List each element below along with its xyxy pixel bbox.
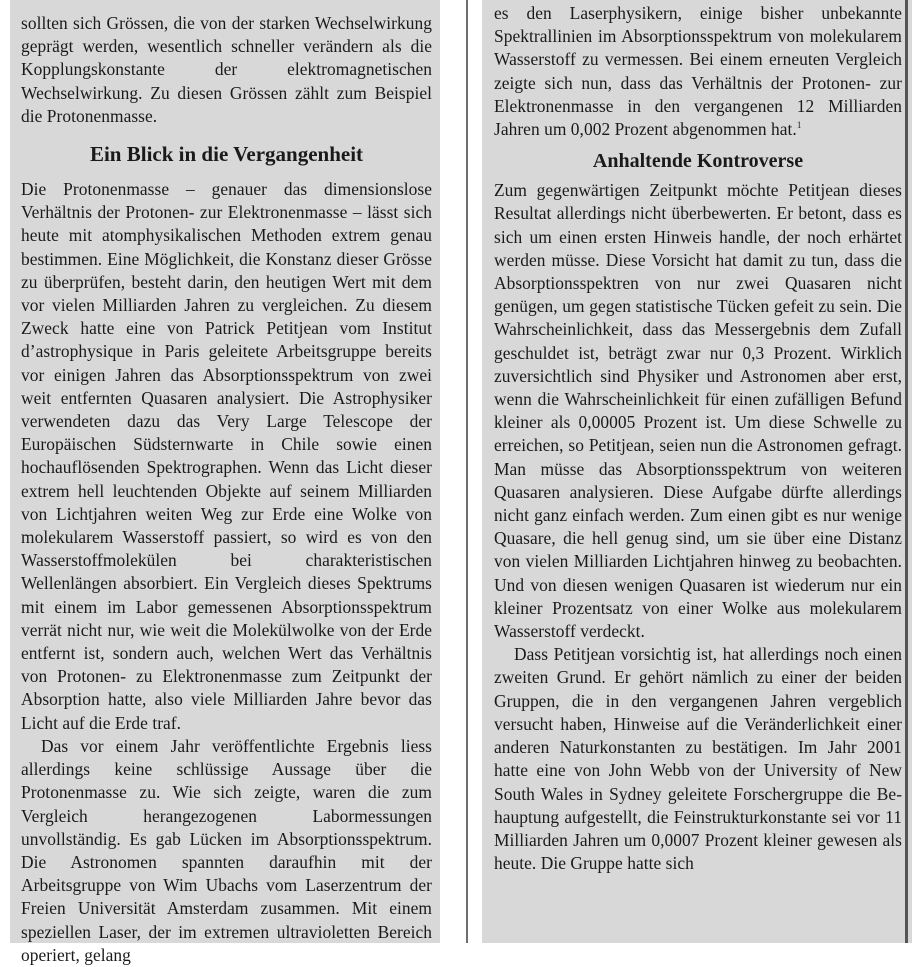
left-intro-paragraph: sollten sich Grössen, die von der starken Wechselwirkung geprägt werden, wesentlich schneller verändern als die Kopplungskonstante der elektromagnetischen Wechselwirkung. Zu diesen Grössen zählt zum Beispiel die Protonenmasse. bbox=[21, 13, 432, 126]
column-divider bbox=[466, 0, 468, 943]
left-body-paragraph-2: Das vor einem Jahr veröffentlichte Ergebnis liess allerdings keine schlüssige Aussage über die Protonenmasse zu. Wie sich zeigte, waren die zum Vergleich herangezogenen Labormessungen unvollständig. Es gab Lücken im Absorptionsspektrum. Die Astronomen spannten daraufhin mit der Arbeitsgruppe von Wim Ubachs vom Laserzentrum der Freien Universität Amsterdam zusammen. Mit einem speziellen Laser, der im extremen ultravioletten Bereich operiert, gelang bbox=[21, 735, 432, 965]
right-body-paragraph-1: Zum gegenwärtigen Zeitpunkt möchte Petitjean dieses Resultat allerdings nicht überbewerten. Er betont, dass es sich um einen ersten Hinweis handle, der noch erhärtet werden müsse. Diese Vorsicht hat damit zu tun, dass die Absorptionsspektren von nur zwei Quasaren nicht genügen, um gegen statistische Tücken gefeit zu sein. Die Wahrscheinlichkeit, dass das Messergebnis dem Zufall geschuldet ist, beträgt zwar nur 0,3 Prozent. Wirklich zuversichtlich sind Physiker und Astronomen aber erst, wenn die Wahrscheinlichkeit für einen zufälligen Befund kleiner als 0,00005 Prozent ist. Um diese Schwelle zu erreichen, so Petitjean, seien nun die Astronomen gefragt. Man müsse das Absorptionsspektrum von weiteren Quasaren analysieren. Diese Aufgabe dürfte allerdings nicht ganz einfach werden. Zum einen gibt es nur wenige Quasare, die hell genug sind, um sie über eine Distanz von vielen Milliarden Lichtjahren hinweg zu beobachten. Und von diesen wenigen Quasaren ist wiederum nur ein kleiner Prozentsatz von einer Wolke aus molekularem Wasserstoff verdeckt. bbox=[494, 180, 902, 642]
left-body-paragraph-1: Die Protonenmasse – genauer das dimensionslose Verhältnis der Protonen- zur Elektronenmasse – lässt sich heute mit atomphysikalischen Methoden extrem genau bestimmen. Eine Möglichkeit, die Konstanz dieser Grösse zu überprüfen, besteht darin, den heutigen Wert mit dem vor vielen Milliarden Jahren zu vergleichen. Zu diesem Zweck hatte eine von Patrick Petitjean vom Institut d’astrophysique in Paris geleitete Arbeitsgruppe bereits vor einigen Jahren das Absorptionsspektrum von zwei weit entfernten Quasaren analysiert. Die Astrophysiker verwendeten dazu das Very Large Telescope der Europäischen Südsternwarte in Chile sowie einen hochauflösenden Spektrographen. Wenn das Licht dieser extrem hell leuchtenden Objekte auf seinem Milliarden von Lichtjahren weiten Weg zur Erde eine Wolke von molekularem Wasserstoff passiert, so wird es von den Wasserstoffmolekülen bei charakteristischen Wellenlängen absorbiert. Ein Vergleich dieses Spektrums mit einem im Labor gemessenen Absorptionsspektrum verrät nicht nur, wie weit die Molekülwolke von der Erde entfernt ist, sondern auch, welchen Wert das Verhältnis von Protonen- zu Elektronenmasse zum Zeitpunkt der Absorption hatte, also viele Milliarden Jahre bevor das Licht auf die Erde traf. bbox=[21, 179, 432, 733]
page-edge-shadow bbox=[905, 0, 908, 943]
right-body-paragraph-2: Dass Petitjean vorsichtig ist, hat allerdings noch einen zweiten Grund. Er gehört nämlich zu einer der beiden Gruppen, die in den vergangenen Jahren vergeblich versucht haben, Hinweise auf die Veränderlichkeit einer anderen Naturkonstanten zu bestätigen. Im Jahr 2001 hatte eine von John Webb von der University of New South Wales in Sydney geleitete Forschergruppe die Behauptung aufgestellt, die Feinstrukturkonstante sei vor 11 Milliarden Jahren um 0,0007 Prozent kleiner gewesen als heute. Die Gruppe hatte sich bbox=[494, 644, 902, 874]
section-heading-kontroverse: Anhaltende Kontroverse bbox=[592, 150, 804, 173]
left-column bbox=[10, 0, 440, 965]
right-intro-paragraph bbox=[494, 2, 902, 141]
footnote-marker: 1 bbox=[796, 120, 802, 131]
right-column bbox=[482, 0, 912, 943]
section-heading-vergangenheit: Ein Blick in die Vergangenheit bbox=[89, 142, 364, 167]
right-intro-text: es den Laserphysikern, einige bisher unbekannte Spektrallinien im Absorptionsspektrum von molekularem Wasserstoff zu vermessen. Bei einem erneuten Vergleich zeigte sich nun, dass das Verhältnis der Protonen- zur Elektronenmasse in den vergangenen 12 Milliarden Jahren um 0,002 Prozent abgenommen hat. bbox=[494, 3, 902, 140]
